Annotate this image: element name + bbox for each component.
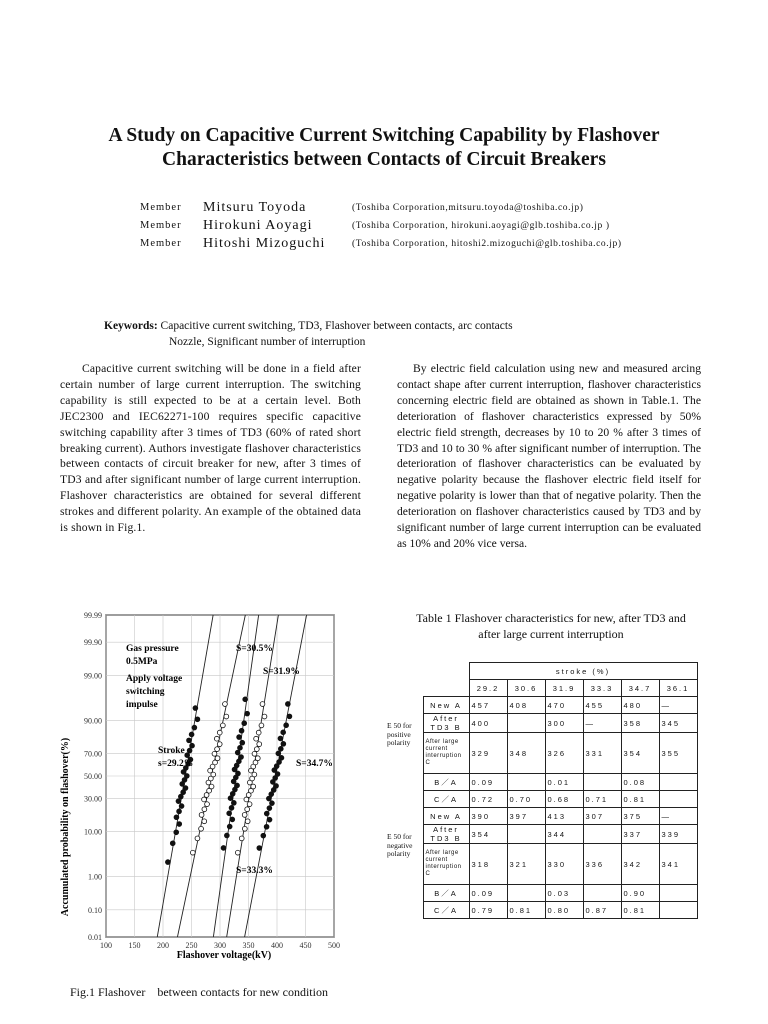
y-tick-label: 70.00 <box>84 749 102 759</box>
table-value: 0.79 <box>469 902 507 919</box>
paper-title <box>40 124 728 172</box>
author-row <box>140 200 740 218</box>
table-value: 375 <box>621 808 659 825</box>
x-axis-label: Flashover voltage(kV) <box>176 950 272 961</box>
table-body <box>385 663 697 919</box>
series-point <box>281 741 286 746</box>
author-affiliation: (Toshiba Corporation, hitoshi2.mizoguchi@glb.toshiba.co.jp) <box>352 239 622 249</box>
table-value: — <box>659 808 697 825</box>
author-row <box>140 218 740 236</box>
series-point <box>235 750 240 755</box>
table-row <box>385 844 697 885</box>
series-point <box>245 807 250 812</box>
y-tick-label: 0.10 <box>88 905 102 915</box>
author-role: Member <box>140 238 182 249</box>
table-row <box>385 791 697 808</box>
table-value: 397 <box>507 808 545 825</box>
series-point <box>202 797 207 802</box>
table-row <box>385 825 697 844</box>
series-point <box>240 740 245 745</box>
series-point <box>285 702 290 707</box>
x-tick-label: 250 <box>185 941 198 950</box>
series-point <box>185 753 190 758</box>
series-point <box>215 747 220 752</box>
y-tick-label: 99.90 <box>84 638 102 648</box>
keywords-line-1: Capacitive current switching, TD3, Flashover between contacts, arc contacts <box>160 320 513 332</box>
table-value: 0.81 <box>621 902 659 919</box>
y-tick-label: 30.00 <box>84 794 102 804</box>
series-point <box>257 742 262 747</box>
body-left-column: Capacitive current switching will be done in a field after certain number of large current interruption. The switching capability is still expected to be at a certain level. Both JEC2300 and IEC62271-100 requires specific capacitive switching capability after 3 times of TD3 (60% of rated short breaking current). Authors investigate flashover characteristics between contacts of circuit breaker for new, after 3 times of TD3 and after significant number of large current interruption. Flashover characteristics are obtained for several different strokes and different polarity. An example of the obtained data is shown in Fig.1. <box>60 362 361 535</box>
series-point <box>278 736 283 741</box>
series-point <box>187 748 192 753</box>
series-point <box>190 850 195 855</box>
series-point <box>267 806 272 811</box>
series-point <box>257 846 262 851</box>
table-value: 331 <box>583 733 621 774</box>
y-tick-label: 90.00 <box>84 716 102 726</box>
table-row <box>385 885 697 902</box>
series-point <box>245 819 250 824</box>
x-tick-label: 450 <box>299 941 312 950</box>
series-point <box>217 730 222 735</box>
table-value <box>507 774 545 791</box>
x-tick-label: 500 <box>328 941 340 950</box>
series-point <box>220 723 225 728</box>
annotation-s292: s=29.2% <box>158 759 194 769</box>
keywords-label: Keywords: <box>104 320 158 332</box>
table-value <box>583 774 621 791</box>
series-point <box>237 735 242 740</box>
series-point <box>202 819 207 824</box>
table-value: 457 <box>469 697 507 714</box>
table-caption-line-2: after large current interruption <box>478 627 624 641</box>
table-row <box>385 733 697 774</box>
series-point <box>262 714 267 719</box>
series-point <box>259 723 264 728</box>
annotation-s333: S=33.3% <box>236 866 273 876</box>
table-stroke-value: 34.7 <box>621 680 659 697</box>
table-value: 329 <box>469 733 507 774</box>
table-row-label: C／A <box>423 902 469 919</box>
x-tick-label: 100 <box>100 941 112 950</box>
table-value: 408 <box>507 697 545 714</box>
table-value: — <box>659 697 697 714</box>
table-value: 0.81 <box>621 791 659 808</box>
author-name: Hirokuni Aoyagi <box>203 218 313 233</box>
table-value: 0.80 <box>545 902 583 919</box>
series-point <box>264 824 269 829</box>
table-stroke-value: 30.6 <box>507 680 545 697</box>
table-value: 354 <box>621 733 659 774</box>
flashover-figure <box>56 605 356 965</box>
keywords-line-2: Nozzle, Significant number of interruption <box>169 336 366 348</box>
table-row <box>385 774 697 791</box>
table-value: 307 <box>583 808 621 825</box>
table-value: 0.72 <box>469 791 507 808</box>
series-point <box>238 745 243 750</box>
series-point <box>231 800 236 805</box>
y-tick-label: 1.00 <box>88 872 102 882</box>
table-row-label: After large current interruption C <box>423 733 469 774</box>
series-point <box>264 811 269 816</box>
table-value <box>507 714 545 733</box>
series-point <box>254 747 259 752</box>
table-value: 413 <box>545 808 583 825</box>
table-value: 326 <box>545 733 583 774</box>
table-value: 0.09 <box>469 774 507 791</box>
table-spacer <box>385 774 423 808</box>
annotation-gas-pressure: Gas pressure <box>126 644 179 654</box>
table-value: 0.68 <box>545 791 583 808</box>
table-corner <box>385 663 469 680</box>
annotation-impulse: impulse <box>126 700 158 710</box>
table-row-label: New A <box>423 808 469 825</box>
table-value <box>583 885 621 902</box>
table-stroke-value: 36.1 <box>659 680 697 697</box>
table-value: 0.08 <box>621 774 659 791</box>
series-point <box>224 833 229 838</box>
table-value: 390 <box>469 808 507 825</box>
table-caption-line-1: Table 1 Flashover characteristics for new, after TD3 and <box>416 611 686 625</box>
author-role: Member <box>140 202 182 213</box>
table-value: 0.09 <box>469 885 507 902</box>
table-value: 400 <box>469 714 507 733</box>
series-point <box>177 809 182 814</box>
series-point <box>239 755 244 760</box>
table-value: 339 <box>659 825 697 844</box>
table-value <box>659 902 697 919</box>
table-value: 480 <box>621 697 659 714</box>
series-point <box>189 732 194 737</box>
series-point <box>192 725 197 730</box>
series-point <box>221 846 226 851</box>
annotation-apply-voltage: Apply voltage <box>126 674 183 684</box>
series-point <box>278 746 283 751</box>
series-point <box>224 714 229 719</box>
y-tick-label: 0.01 <box>88 933 102 942</box>
y-tick-label: 10.00 <box>84 827 102 837</box>
annotation-s305: S=30.5% <box>236 644 273 654</box>
series-point <box>279 755 284 760</box>
annotation-s319: S=31.9% <box>263 667 300 677</box>
series-point <box>190 743 195 748</box>
author-list <box>140 200 740 254</box>
table-stroke-value: 29.2 <box>469 680 507 697</box>
table-value: 455 <box>583 697 621 714</box>
table-value: 330 <box>545 844 583 885</box>
series-point <box>252 772 257 777</box>
table-row <box>385 714 697 733</box>
series-point <box>176 799 181 804</box>
series-point <box>236 771 241 776</box>
series-point <box>242 813 247 818</box>
annotation-gas-value: 0.5MPa <box>126 657 158 667</box>
table-row-label: After TD3 B <box>423 714 469 733</box>
author-name: Mitsuru Toyoda <box>203 200 307 215</box>
series-point <box>242 721 247 726</box>
author-affiliation: (Toshiba Corporation,mitsuru.toyoda@toshiba.co.jp) <box>352 203 584 213</box>
table-spacer <box>385 885 423 919</box>
table-value: 358 <box>621 714 659 733</box>
table-value: 355 <box>659 733 697 774</box>
series-point <box>223 702 228 707</box>
series-point <box>174 815 179 820</box>
table-value: 344 <box>545 825 583 844</box>
table-value <box>507 825 545 844</box>
series-point <box>267 817 272 822</box>
table-value: 300 <box>545 714 583 733</box>
table-value: 337 <box>621 825 659 844</box>
series-point <box>227 824 232 829</box>
table-header-row <box>385 663 697 680</box>
series-point <box>260 702 265 707</box>
series-point <box>205 802 210 807</box>
table-header-stroke: stroke (%) <box>469 663 697 680</box>
series-point <box>266 796 271 801</box>
series-point <box>195 836 200 841</box>
series-point <box>235 783 240 788</box>
x-tick-label: 300 <box>214 941 226 950</box>
series-point <box>239 836 244 841</box>
series-point <box>183 786 188 791</box>
table-value: 354 <box>469 825 507 844</box>
body-right-column: By electric field calculation using new and measured arcing contact shape after current interruption, flashover characteristics concerning electric field are obtained as shown in Table.1. The deterioration of flashover characteristics expressed by 50% electric field strength, decreases by 10 to 20 % after 3 times of TD3 and 10 to 30 % after significant number of interruption. The deterioration of flashover characteristics can be evaluated by negative polarity because the flashover electric field itself for negative polarity is lower than that of negative polarity. Then the deterioration on flashover characteristics caused by TD3 and by significant number of large current interruption can be evaluated as 10% and 20% vice versa. <box>397 362 701 550</box>
series-point <box>170 841 175 846</box>
series-point <box>235 850 240 855</box>
table-row-label: New A <box>423 697 469 714</box>
x-tick-label: 200 <box>157 941 169 950</box>
table-value: 0.03 <box>545 885 583 902</box>
series-point <box>230 817 235 822</box>
table-value: 0.87 <box>583 902 621 919</box>
author-role: Member <box>140 220 182 231</box>
table-value: 470 <box>545 697 583 714</box>
x-tick-label: 400 <box>271 941 283 950</box>
table-value: 0.90 <box>621 885 659 902</box>
table-stroke-value: 33.3 <box>583 680 621 697</box>
keywords <box>104 318 513 350</box>
series-point <box>212 751 217 756</box>
series-point <box>165 860 170 865</box>
series-point <box>245 711 250 716</box>
series-point <box>247 802 252 807</box>
series-point <box>193 706 198 711</box>
series-point <box>244 797 249 802</box>
table-row-label: B／A <box>423 774 469 791</box>
y-axis-label: Accumulated probability on flashover(%) <box>60 737 71 917</box>
table-value: 321 <box>507 844 545 885</box>
series-point <box>187 738 192 743</box>
table-value: — <box>583 714 621 733</box>
x-tick-label: 150 <box>128 941 141 950</box>
table-value: 341 <box>659 844 697 885</box>
series-point <box>252 751 257 756</box>
table-value: 0.01 <box>545 774 583 791</box>
table-value: 318 <box>469 844 507 885</box>
series-point <box>287 714 292 719</box>
series-point <box>239 728 244 733</box>
series-point <box>202 807 207 812</box>
series-point <box>254 736 259 741</box>
series-point <box>174 830 179 835</box>
y-tick-label: 50.00 <box>84 772 102 781</box>
table-row-label: After large current interruption C <box>423 844 469 885</box>
series-point <box>177 822 182 827</box>
polarity-label: E 50 for positive polarity <box>387 721 412 748</box>
title-line-1: A Study on Capacitive Current Switching Capability by Flashover <box>108 125 660 146</box>
series-point <box>281 730 286 735</box>
table-corner <box>385 680 469 697</box>
annotation-stroke: Stroke <box>158 746 185 756</box>
author-row <box>140 236 740 254</box>
table-value <box>659 791 697 808</box>
y-tick-label: 99.99 <box>84 611 102 620</box>
table-row-label: After TD3 B <box>423 825 469 844</box>
series-point <box>256 730 261 735</box>
table-row-label: B／A <box>423 885 469 902</box>
table-value: 336 <box>583 844 621 885</box>
series-point <box>243 697 248 702</box>
series-point <box>284 723 289 728</box>
series-point <box>184 774 189 779</box>
series-point <box>214 736 219 741</box>
figure-caption: Fig.1 Flashover between contacts for new condition <box>70 985 328 999</box>
table-value: 348 <box>507 733 545 774</box>
table-value: 0.81 <box>507 902 545 919</box>
series-point <box>217 742 222 747</box>
series-point <box>261 833 266 838</box>
series-point <box>179 804 184 809</box>
y-tick-label: 99.00 <box>84 671 102 681</box>
series-point <box>215 756 220 761</box>
table-value: 342 <box>621 844 659 885</box>
series-point <box>227 811 232 816</box>
table-value <box>583 825 621 844</box>
table-stroke-value: 31.9 <box>545 680 583 697</box>
title-line-2: Characteristics between Contacts of Circuit Breakers <box>162 149 606 170</box>
table-caption <box>390 610 712 642</box>
series-point <box>251 784 256 789</box>
table-value: 345 <box>659 714 697 733</box>
table-value <box>659 774 697 791</box>
polarity-label: E 50 for negative polarity <box>387 832 413 859</box>
series-point <box>270 801 275 806</box>
author-affiliation: (Toshiba Corporation, hirokuni.aoyagi@glb.toshiba.co.jp ) <box>352 221 610 231</box>
annotation-switching: switching <box>126 687 165 697</box>
table-value: 0.70 <box>507 791 545 808</box>
x-tick-label: 350 <box>242 941 255 950</box>
series-point <box>242 826 247 831</box>
table-value <box>659 885 697 902</box>
series-point <box>199 813 204 818</box>
table-value: 0.71 <box>583 791 621 808</box>
table-value <box>507 885 545 902</box>
series-point <box>199 826 204 831</box>
table-stroke-row <box>385 680 697 697</box>
table-row <box>385 808 697 825</box>
series-point <box>195 717 200 722</box>
table-row <box>385 697 697 714</box>
author-name: Hitoshi Mizoguchi <box>203 236 326 251</box>
table-row <box>385 902 697 919</box>
series-point <box>276 751 281 756</box>
series-point <box>229 805 234 810</box>
series-point <box>255 756 260 761</box>
flashover-table <box>385 662 698 919</box>
table-row-label: C／A <box>423 791 469 808</box>
annotation-s347: S=34.7% <box>296 759 333 769</box>
